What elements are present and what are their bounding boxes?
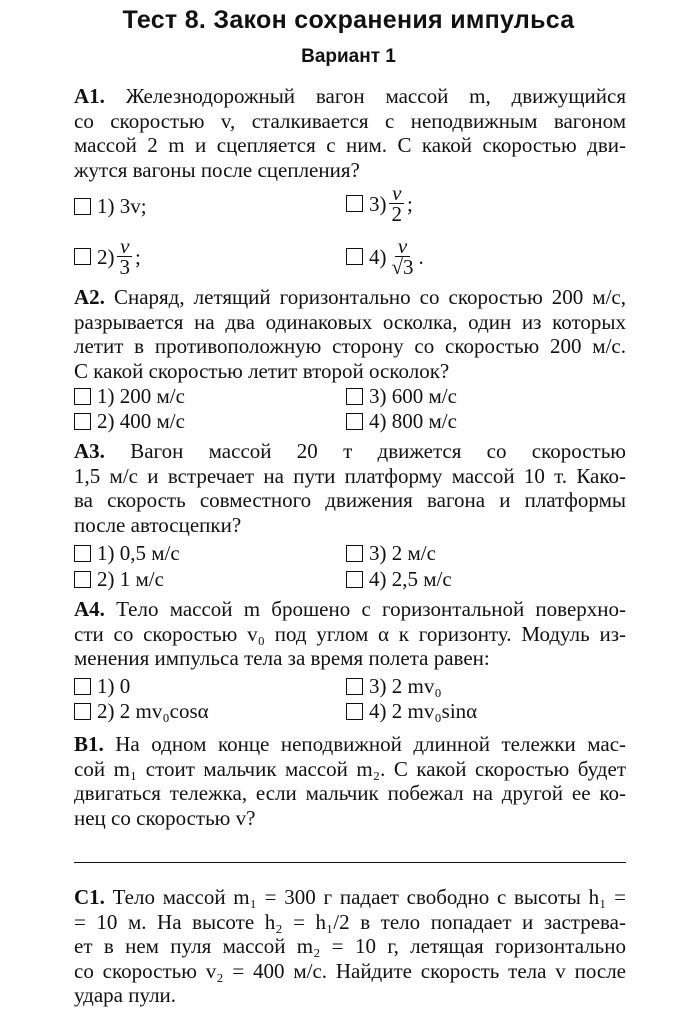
question-number: В1. [74,732,104,756]
checkbox[interactable] [74,198,91,215]
variant-label: Вариант 1 [301,46,396,67]
fraction: $\frac{v}{2}$ [389,183,406,224]
question-c1 [74,885,626,1008]
question-number: С1. [74,885,105,909]
answer-option-a4-4[interactable]: 4) 2 mv₀sinα [346,699,477,723]
checkbox[interactable] [346,703,363,720]
question-b1 [74,732,626,830]
question-text-line: Железнодорожный вагон массой m, движущийся [125,84,626,108]
checkbox[interactable] [346,413,363,430]
question-text-line: Тело массой m₁ = 300 г падает свободно с высоты h₁ = [112,885,626,909]
answer-option-a1-4[interactable]: 4) $\frac{v}{√3}$ . [346,236,424,277]
question-text-line: удара пули. [74,983,177,1007]
checkbox[interactable] [346,248,363,265]
question-text-line: со скоростью v₂ = 400 м/с. Найдите скорость тела v после [74,958,626,983]
question-a3 [74,439,626,537]
answer-line [74,862,626,863]
checkbox[interactable] [346,545,363,562]
checkbox[interactable] [346,678,363,695]
answer-option-a3-2[interactable]: 2) 1 м/с [74,567,164,591]
question-text-line: летит в противоположную сторону со скоростью 200 м/с. [74,334,626,358]
answer-option-a1-1[interactable]: 1) 3v; [74,194,147,218]
checkbox[interactable] [74,248,91,265]
question-text-line: со скоростью v, сталкивается с неподвижным вагоном [74,108,626,133]
checkbox[interactable] [74,388,91,405]
answer-option-a1-2[interactable]: 2) $\frac{v}{3}$ ; [74,236,141,277]
question-a4 [74,597,626,671]
question-text-line: сой m₁ стоит мальчик массой m₂. С какой скоростью будет [74,756,626,781]
question-number: А4. [74,597,105,621]
question-number: А2. [74,285,105,309]
question-text-line: менения импульса тела за время полета равен: [74,646,490,670]
question-number: А3. [74,439,105,463]
answer-option-a2-2[interactable]: 2) 400 м/с [74,409,185,433]
checkbox[interactable] [74,678,91,695]
checkbox[interactable] [74,571,91,588]
answer-option-a4-2[interactable]: 2) 2 mv₀cosα [74,699,209,723]
question-text-line: Вагон массой 20 т движется со скоростью [130,439,626,463]
checkbox[interactable] [74,413,91,430]
checkbox[interactable] [74,545,91,562]
checkbox[interactable] [346,571,363,588]
question-text-line: жутся вагоны после сцепления? [74,157,360,182]
answer-option-a3-1[interactable]: 1) 0,5 м/с [74,541,180,565]
fraction: $\frac{v}{3}$ [117,236,134,277]
question-text-line: после автосцепки? [74,512,242,537]
question-a1 [74,84,626,182]
checkbox[interactable] [346,388,363,405]
answer-option-a4-1[interactable]: 1) 0 [74,674,130,698]
answer-option-a4-3[interactable]: 3) 2 mv₀ [346,674,442,698]
question-a2 [74,285,626,383]
checkbox[interactable] [346,195,363,212]
question-text-line: нец со скоростью v? [74,805,256,830]
question-text-line: двигаться тележка, если мальчик побежал на другой ее ко- [74,781,626,805]
question-text-line: С какой скоростью летит второй осколок? [74,358,450,383]
fraction: $\frac{v}{√3}$ [391,234,414,279]
question-number: А1. [74,84,105,108]
page-title: Тест 8. Закон сохранения импульса [122,6,575,34]
answer-option-a1-3[interactable]: 3) $\frac{v}{2}$ ; [346,183,413,224]
question-text-line: сти со скоростью v₀ под углом α к горизонту. Модуль из- [74,621,626,646]
question-text-line: массой 2 m и сцепляется с ним. С какой скоростью дви- [74,133,626,157]
question-text-line: 1,5 м/с и встречает на пути платформу массой 10 т. Како- [74,463,626,488]
answer-option-a3-3[interactable]: 3) 2 м/с [346,541,436,565]
question-text-line: На одном конце неподвижной длинной тележки мас- [115,732,627,756]
question-text-line: = 10 м. На высоте h₂ = h₁/2 в тело попадает и застрева- [74,909,626,934]
question-text-line: Тело массой m брошено с горизонтальной поверхно- [116,597,626,621]
question-text-line: ет в нем пуля массой m₂ = 10 г, летящая горизонтально [74,934,626,958]
checkbox[interactable] [74,703,91,720]
answer-option-a3-4[interactable]: 4) 2,5 м/с [346,567,452,591]
question-text-line: разрывается на два одинаковых осколка, один из которых [74,309,626,334]
question-text-line: ва скорость совместного движения вагона и платформы [74,488,626,512]
answer-option-a2-1[interactable]: 1) 200 м/с [74,384,185,408]
question-text-line: Снаряд, летящий горизонтально со скоростью 200 м/с, [113,285,626,309]
answer-option-a2-4[interactable]: 4) 800 м/с [346,409,457,433]
answer-option-a2-3[interactable]: 3) 600 м/с [346,384,457,408]
